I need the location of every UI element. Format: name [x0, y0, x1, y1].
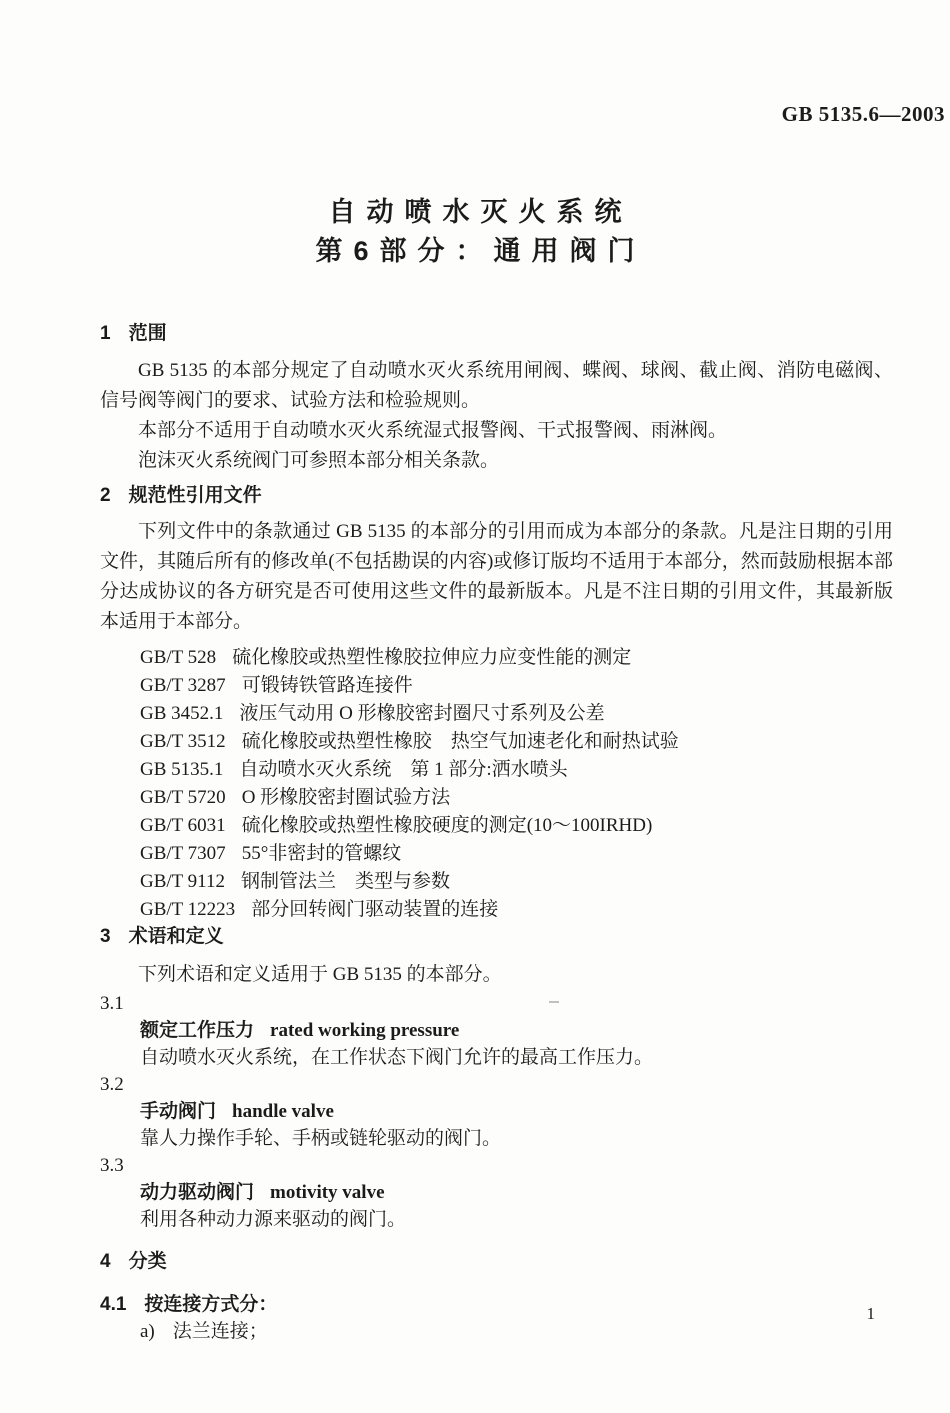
term-number: 3.1 — [100, 993, 124, 1014]
section-3-heading — [100, 924, 893, 950]
reference-item — [140, 644, 893, 672]
scan-artifact-dash — [549, 1001, 559, 1003]
reference-title: 硫化橡胶或热塑性橡胶 热空气加速老化和耐热试验 — [241, 731, 679, 752]
term-definition-block — [100, 990, 893, 1071]
reference-code: GB/T 3512 — [140, 731, 226, 752]
section-1-label: 范围 — [128, 323, 167, 344]
section-1-paragraph-2: 本部分不适用于自动喷水灭火系统湿式报警阀、干式报警阀、雨淋阀。 — [138, 420, 728, 441]
section-2-label: 规范性引用文件 — [128, 485, 262, 506]
section-4-number: 4 — [100, 1251, 111, 1272]
reference-title: 硫化橡胶或热塑性橡胶硬度的测定(10～100IRHD) — [241, 815, 653, 836]
page-number: 1 — [866, 1304, 875, 1323]
term-definition-block — [100, 1152, 893, 1233]
section-2-heading — [100, 483, 893, 509]
reference-code: GB/T 3287 — [140, 675, 226, 696]
reference-title: 55°非密封的管螺纹 — [241, 843, 402, 864]
section-4-heading — [100, 1249, 893, 1275]
term-definition: 靠人力操作手轮、手柄或链轮驱动的阀门。 — [140, 1128, 502, 1149]
section-1-heading — [100, 321, 893, 347]
document-title — [0, 196, 950, 267]
term-name-row — [100, 1179, 893, 1206]
standard-number: GB 5135.6—2003 — [781, 102, 945, 126]
reference-code: GB/T 6031 — [140, 815, 226, 836]
reference-title: O 形橡胶密封圈试验方法 — [241, 787, 451, 808]
reference-code: GB/T 5720 — [140, 787, 226, 808]
list-item-text: 法兰连接； — [172, 1321, 268, 1342]
section-1-number: 1 — [100, 323, 111, 344]
term-name-en: motivity valve — [270, 1182, 385, 1203]
section-4-label: 分类 — [128, 1251, 167, 1272]
term-name-cn: 动力驱动阀门 — [140, 1182, 255, 1203]
section-1-paragraph-1: GB 5135 的本部分规定了自动喷水灭火系统用闸阀、蝶阀、球阀、截止阀、消防电磁阀、信号阀等阀门的要求、试验方法和检验规则。 — [100, 360, 893, 411]
term-name-cn: 手动阀门 — [140, 1101, 217, 1122]
reference-item — [140, 812, 893, 840]
normative-reference-list — [100, 644, 893, 924]
term-definition-block — [100, 1071, 893, 1152]
document-title-line2: 第6部分：通用阀门 — [315, 236, 646, 266]
reference-code: GB/T 7307 — [140, 843, 226, 864]
reference-title: 硫化橡胶或热塑性橡胶拉伸应力应变性能的测定 — [232, 647, 632, 668]
section-3-number: 3 — [100, 926, 111, 947]
reference-title: 部分回转阀门驱动装置的连接 — [251, 899, 499, 920]
document-title-line1: 自动喷水灭火系统 — [328, 197, 633, 227]
reference-title: 自动喷水灭火系统 第 1 部分:洒水喷头 — [239, 759, 568, 780]
clause-4-1-number: 4.1 — [100, 1294, 127, 1315]
reference-item — [140, 840, 893, 868]
clause-4-1 — [100, 1291, 893, 1318]
term-number: 3.2 — [100, 1074, 124, 1095]
term-name-en: handle valve — [232, 1101, 334, 1122]
reference-item — [140, 672, 893, 700]
reference-title: 钢制管法兰 类型与参数 — [240, 871, 450, 892]
section-2-intro: 下列文件中的条款通过 GB 5135 的本部分的引用而成为本部分的条款。凡是注日期的引用文件，其随后所有的修改单(不包括勘误的内容)或修订版均不适用于本部分，然而鼓励根据本部分达成协议的各方研究是否可使用这些文件的最新版本。凡是不注日期的引用文件，其最新版本适用于本部分。 — [100, 521, 893, 632]
document-body — [0, 321, 950, 1345]
term-number: 3.3 — [100, 1155, 124, 1176]
reference-code: GB/T 12223 — [140, 899, 236, 920]
reference-code: GB/T 9112 — [140, 871, 225, 892]
term-definition: 自动喷水灭火系统，在工作状态下阀门允许的最高工作压力。 — [140, 1047, 654, 1068]
reference-title: 可锻铸铁管路连接件 — [241, 675, 413, 696]
list-item — [100, 1318, 893, 1345]
term-name-row — [100, 1098, 893, 1125]
reference-code: GB 3452.1 — [140, 703, 224, 724]
reference-code: GB 5135.1 — [140, 759, 224, 780]
reference-title: 液压气动用 O 形橡胶密封圈尺寸系列及公差 — [239, 703, 605, 724]
clause-4-1-text: 按连接方式分： — [144, 1294, 278, 1315]
term-name-cn: 额定工作压力 — [140, 1020, 255, 1041]
term-name-row — [100, 1017, 893, 1044]
reference-item — [140, 868, 893, 896]
section-2-number: 2 — [100, 485, 111, 506]
section-3-intro: 下列术语和定义适用于 GB 5135 的本部分。 — [138, 964, 502, 985]
reference-item — [140, 700, 893, 728]
term-name-en: rated working pressure — [270, 1020, 460, 1041]
reference-item — [140, 756, 893, 784]
reference-item — [140, 784, 893, 812]
section-1-paragraph-3: 泡沫灭火系统阀门可参照本部分相关条款。 — [138, 450, 500, 471]
list-item-label: a) — [140, 1321, 155, 1342]
reference-item — [140, 896, 893, 924]
reference-item — [140, 728, 893, 756]
term-definition: 利用各种动力源来驱动的阀门。 — [140, 1209, 407, 1230]
section-3-label: 术语和定义 — [128, 926, 224, 947]
reference-code: GB/T 528 — [140, 647, 217, 668]
